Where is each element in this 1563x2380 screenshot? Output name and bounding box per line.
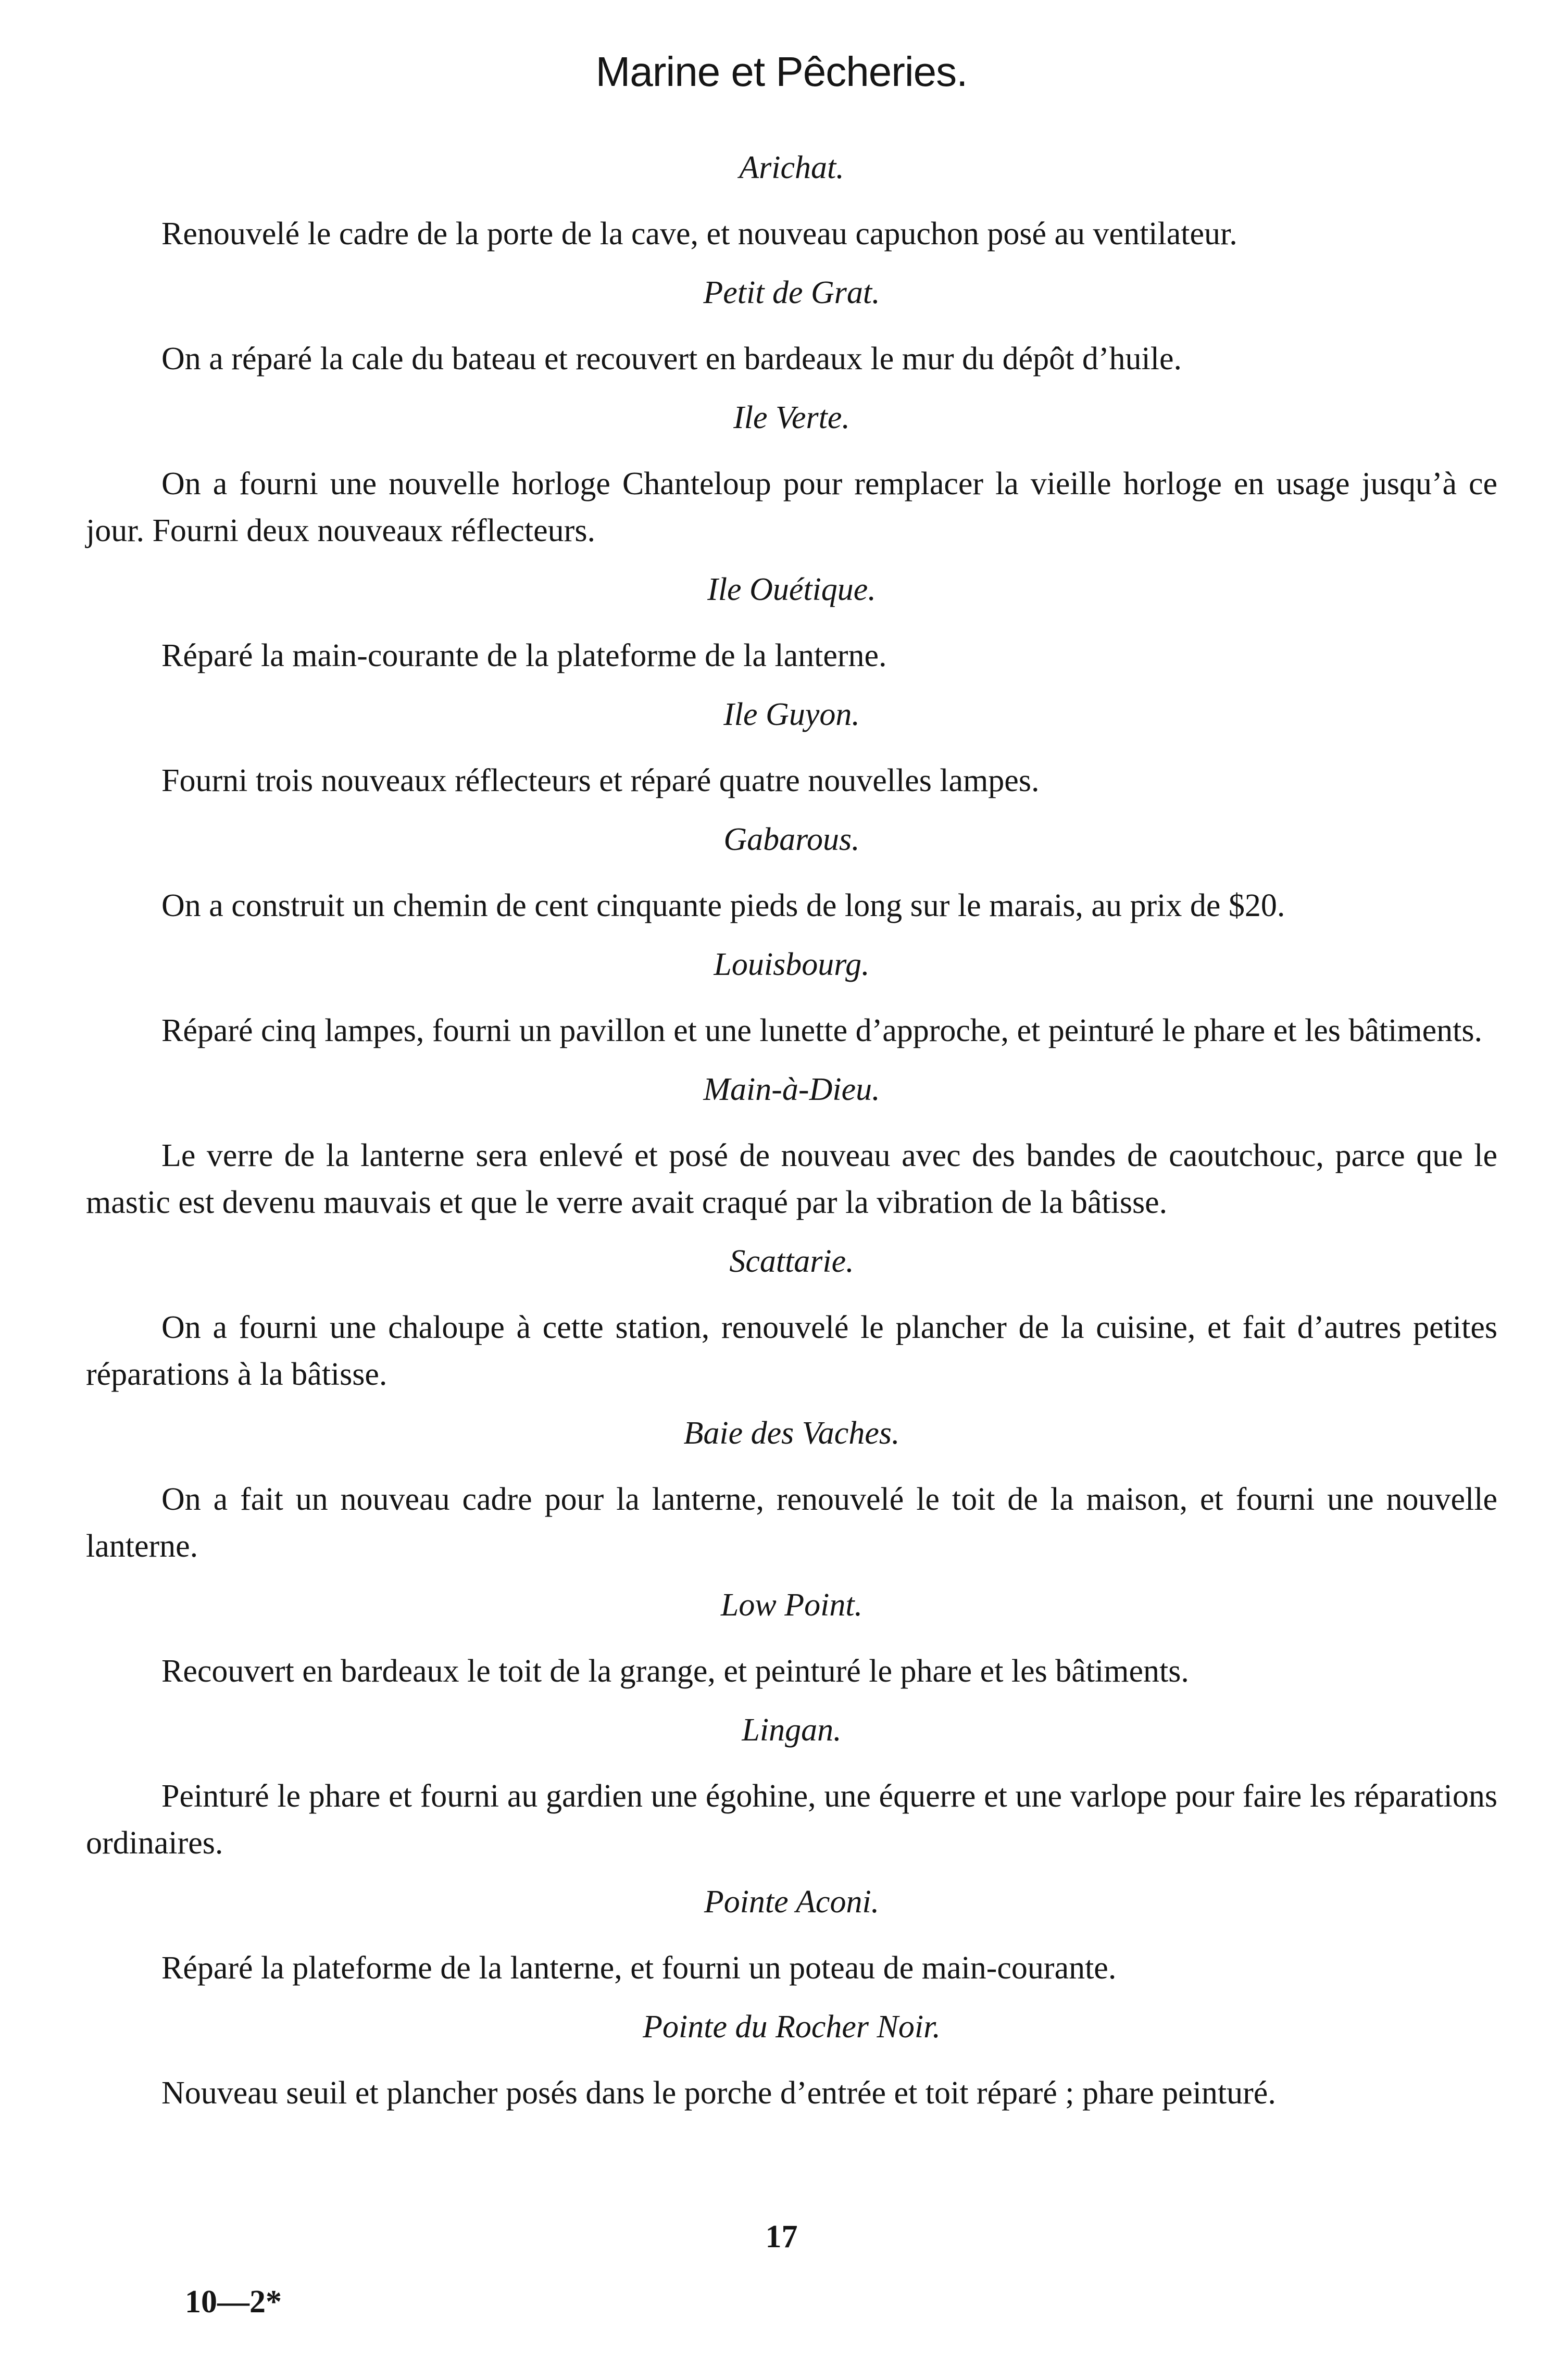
- place-heading: Ile Verte.: [733, 400, 850, 435]
- place-heading: Lingan.: [742, 1712, 842, 1748]
- place-heading: Louisbourg.: [714, 947, 870, 982]
- entry-text: Réparé la main-courante de la plateforme de la lanterne.: [161, 638, 887, 673]
- entry-text: Fourni trois nouveaux réflecteurs et réparé quatre nouvelles lampes.: [161, 763, 1040, 798]
- entry: [86, 819, 1497, 929]
- place-heading: Pointe du Rocher Noir.: [643, 2009, 941, 2045]
- entry-text: Réparé la plateforme de la lanterne, et fourni un poteau de main-courante.: [161, 1950, 1117, 1986]
- entry: [86, 1412, 1497, 1570]
- entry: [86, 1584, 1497, 1695]
- entry: [86, 2006, 1497, 2116]
- entry: [86, 1241, 1497, 1398]
- place-heading: Gabarous.: [723, 822, 860, 857]
- page-header: Marine et Pêcheries.: [595, 48, 968, 95]
- entry-text: On a fait un nouveau cadre pour la lanterne, renouvelé le toit de la maison, et fourni une nouvelle lanterne.: [86, 1482, 1497, 1564]
- entry-text: Recouvert en bardeaux le toit de la grange, et peinturé le phare et les bâtiments.: [161, 1654, 1189, 1689]
- place-heading: Low Point.: [720, 1587, 863, 1623]
- entry-text: Réparé cinq lampes, fourni un pavillon et une lunette d’approche, et peinturé le phare et les bâtiments.: [161, 1013, 1482, 1048]
- entry-text: On a fourni une nouvelle horloge Chanteloup pour remplacer la vieille horloge en usage jusqu’à ce jour. Fourni deux nouveaux réflecteurs.: [86, 466, 1497, 548]
- place-heading: Arichat.: [739, 150, 844, 185]
- entry: [86, 694, 1497, 804]
- printer-signature: 10—2*: [185, 2284, 282, 2320]
- entry: [86, 397, 1497, 554]
- entry-text: On a réparé la cale du bateau et recouvert en bardeaux le mur du dépôt d’huile.: [161, 341, 1182, 377]
- entry: [86, 1069, 1497, 1226]
- entry: [86, 1881, 1497, 1991]
- entry-text: Nouveau seuil et plancher posés dans le porche d’entrée et toit réparé ; phare peinturé.: [161, 2075, 1276, 2111]
- entry-text: On a construit un chemin de cent cinquante pieds de long sur le marais, au prix de $20.: [161, 888, 1285, 923]
- entry: [86, 147, 1497, 257]
- entry: [86, 1709, 1497, 1867]
- entry-text: Renouvelé le cadre de la porte de la cave, et nouveau capuchon posé au ventilateur.: [161, 216, 1237, 252]
- page-content: [86, 147, 1497, 2131]
- place-heading: Scattarie.: [729, 1244, 854, 1279]
- entry: [86, 569, 1497, 679]
- place-heading: Ile Ouétique.: [707, 572, 876, 607]
- entry-text: Peinturé le phare et fourni au gardien une égohine, une équerre et une varlope pour faire les réparations ordinaires.: [86, 1778, 1497, 1861]
- entry: [86, 272, 1497, 382]
- place-heading: Ile Guyon.: [723, 697, 860, 732]
- entry-text: On a fourni une chaloupe à cette station, renouvelé le plancher de la cuisine, et fait d’autres petites réparations à la bâtisse.: [86, 1310, 1497, 1392]
- entry-text: Le verre de la lanterne sera enlevé et posé de nouveau avec des bandes de caoutchouc, parce que le mastic est devenu mauvais et que le verre avait craqué par la vibration de la bâtisse.: [86, 1138, 1497, 1220]
- page-number: 17: [765, 2219, 798, 2254]
- place-heading: Baie des Vaches.: [683, 1416, 900, 1451]
- place-heading: Petit de Grat.: [703, 275, 880, 310]
- place-heading: Main-à-Dieu.: [703, 1072, 880, 1107]
- place-heading: Pointe Aconi.: [704, 1884, 880, 1920]
- entry: [86, 944, 1497, 1054]
